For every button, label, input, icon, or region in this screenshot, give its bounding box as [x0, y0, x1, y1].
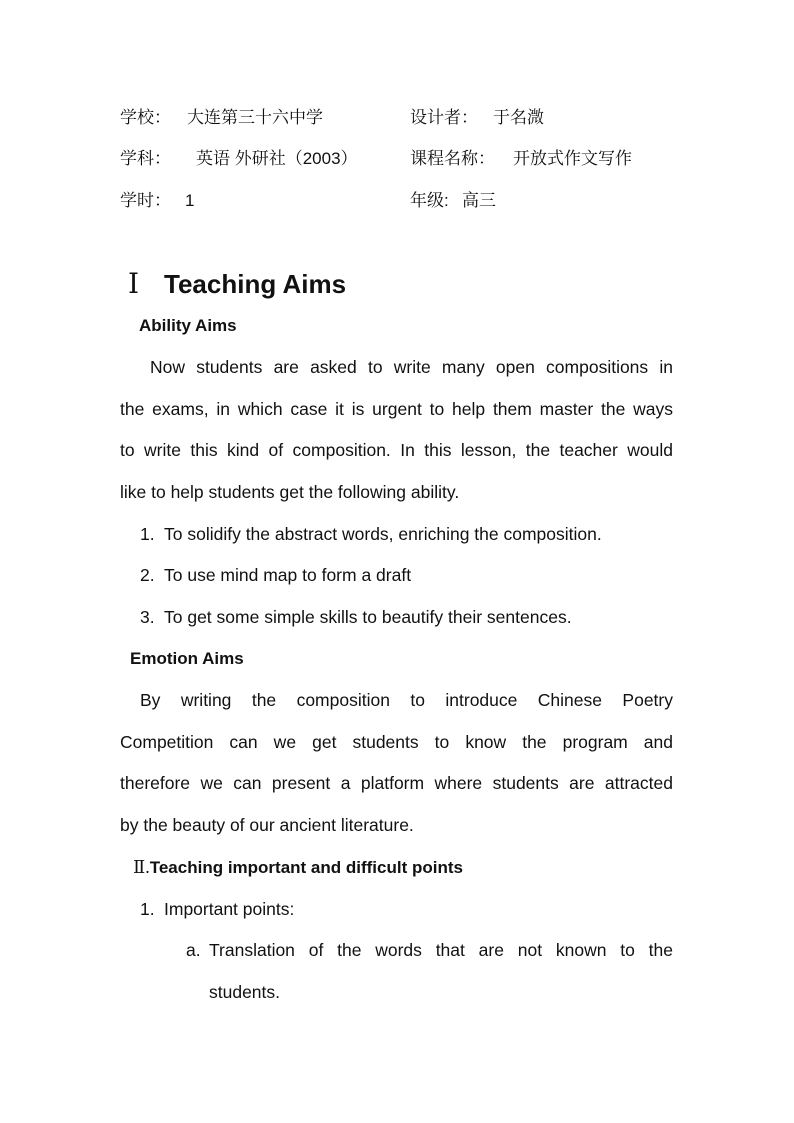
ability-paragraph-line-3: to write this kind of composition. In this lesson, the teacher would [120, 440, 673, 460]
ability-paragraph-line-1: Now students are asked to write many open compositions in [150, 357, 673, 377]
list-number: 2. [140, 565, 155, 585]
section2-sub-a-line-1: Translation of the words that are not known to the [209, 940, 673, 960]
section2-sub-a-line-2: students. [209, 982, 281, 1002]
subject-label: 学科： [120, 149, 171, 168]
grade-value: 高三 [462, 191, 496, 210]
ability-aims-heading: Ability Aims [139, 316, 237, 335]
subject-value: 英语 外研社（2003） [196, 149, 358, 168]
designer-value: 于名溦 [493, 108, 544, 127]
section1-title: Teaching Aims [164, 269, 347, 299]
section1-heading [128, 268, 346, 301]
list-item-text: To solidify the abstract words, enriching the composition. [164, 524, 602, 544]
list-number: 3. [140, 607, 155, 627]
emotion-paragraph-line-1: By writing the composition to introduce Chinese Poetry [140, 690, 673, 710]
hours-label: 学时： [120, 191, 171, 210]
hours-value: 1 [185, 191, 195, 210]
section1-numeral: Ⅰ [128, 269, 140, 300]
section2-numeral: Ⅱ. [133, 857, 150, 877]
course-value: 开放式作文写作 [513, 149, 632, 168]
ability-item-2 [140, 564, 411, 586]
designer-label: 设计者： [410, 108, 478, 127]
list-item-text: To use mind map to form a draft [164, 565, 412, 585]
emotion-paragraph-line-3: therefore we can present a platform where students are attracted [120, 773, 673, 793]
section2-heading [133, 856, 463, 879]
emotion-aims-heading: Emotion Aims [130, 649, 244, 668]
emotion-paragraph-line-2: Competition can we get students to know the program and [120, 732, 673, 752]
school-label: 学校： [120, 108, 171, 127]
list-item-text: To get some simple skills to beautify their sentences. [164, 607, 572, 627]
list-number: 1. [140, 899, 155, 919]
section2-item-1 [140, 898, 294, 920]
list-item-text: Important points: [164, 899, 295, 919]
ability-paragraph-line-2: the exams, in which case it is urgent to help them master the ways [120, 399, 673, 419]
ability-item-3 [140, 606, 572, 628]
section2-title: Teaching important and difficult points [149, 858, 463, 877]
section2-sub-a-letter: a. [186, 940, 201, 960]
ability-paragraph-line-4: like to help students get the following ability. [120, 482, 460, 502]
school-value: 大连第三十六中学 [187, 108, 323, 127]
course-label: 课程名称： [410, 149, 495, 168]
grade-label: 年级: [410, 191, 449, 210]
emotion-paragraph-line-4: by the beauty of our ancient literature. [120, 815, 414, 835]
ability-item-1 [140, 523, 602, 545]
list-number: 1. [140, 524, 155, 544]
